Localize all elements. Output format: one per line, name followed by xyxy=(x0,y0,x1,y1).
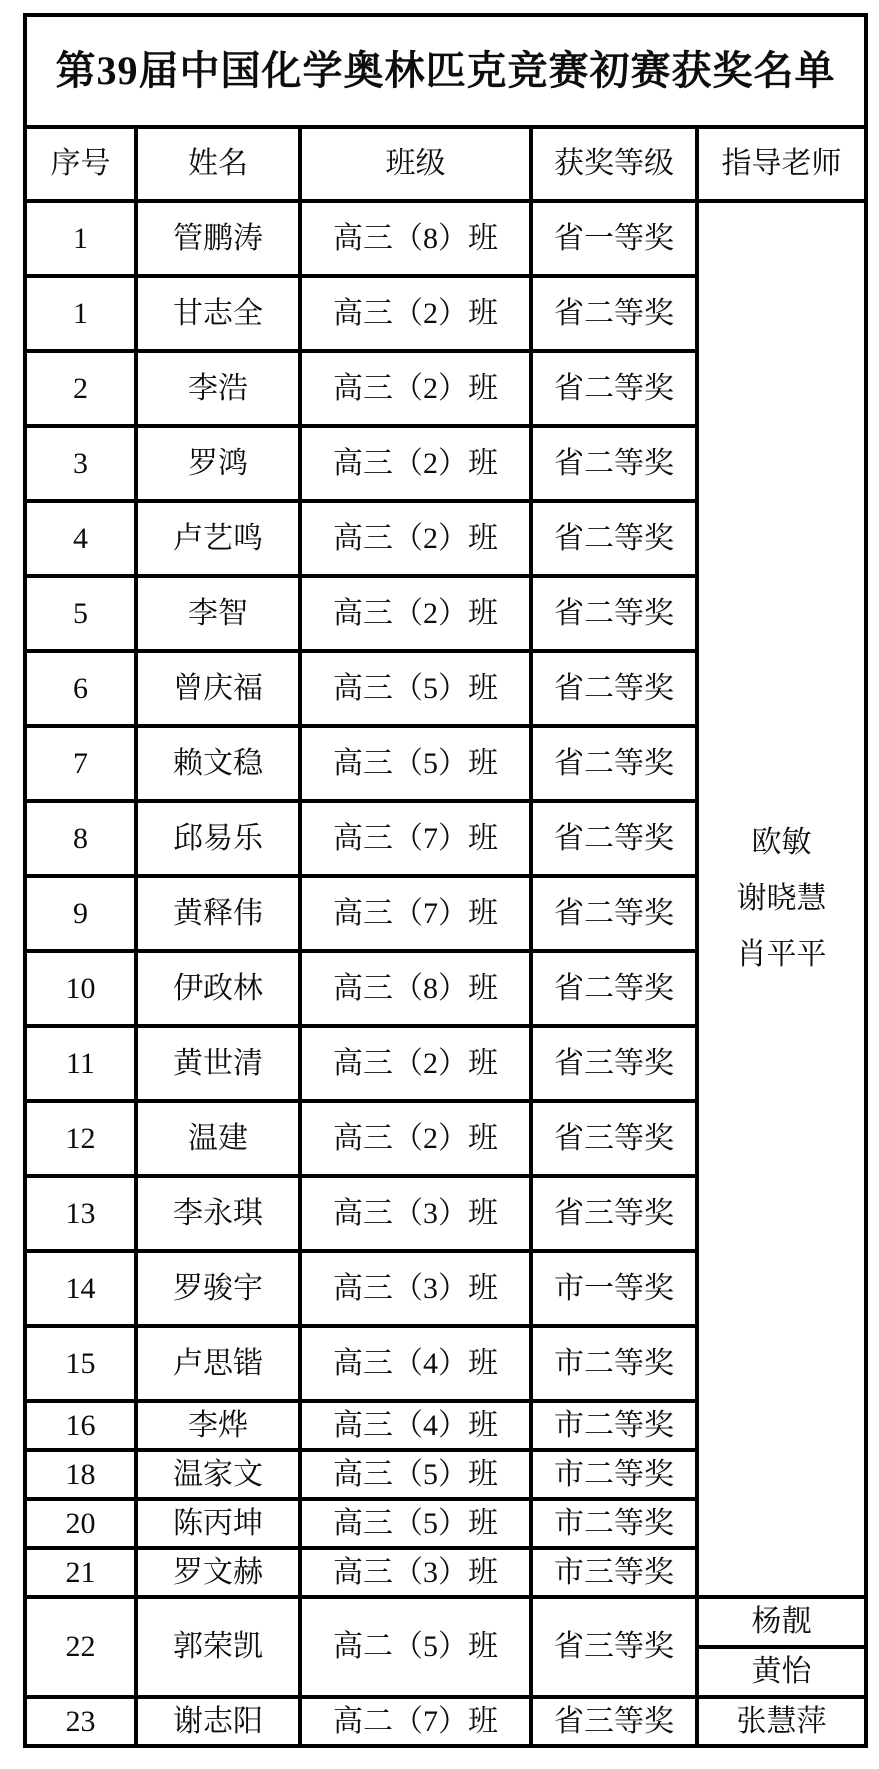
row-no-cell: 13 xyxy=(25,1176,136,1251)
row-class-cell: 高三（5）班 xyxy=(300,1499,531,1548)
row-no-cell: 16 xyxy=(25,1401,136,1450)
row-name-cell: 黄释伟 xyxy=(136,876,300,951)
row-class-cell: 高三（5）班 xyxy=(300,726,531,801)
row-no-cell: 14 xyxy=(25,1251,136,1326)
row-class-cell: 高三（2）班 xyxy=(300,501,531,576)
row-name-cell: 谢志阳 xyxy=(136,1697,300,1746)
row-no-cell: 9 xyxy=(25,876,136,951)
row-no-cell: 7 xyxy=(25,726,136,801)
row-class-cell: 高三（2）班 xyxy=(300,1026,531,1101)
table-row xyxy=(25,1697,866,1746)
row-no-cell: 2 xyxy=(25,351,136,426)
row-no-cell: 6 xyxy=(25,651,136,726)
header-cell-award: 获奖等级 xyxy=(531,127,697,201)
row-award-cell: 省二等奖 xyxy=(531,276,697,351)
row-class-cell: 高三（2）班 xyxy=(300,1101,531,1176)
row-no-cell: 8 xyxy=(25,801,136,876)
row-award-cell: 省二等奖 xyxy=(531,426,697,501)
award-table-body xyxy=(25,15,866,1746)
row-name-cell: 罗骏宇 xyxy=(136,1251,300,1326)
row-class-cell: 高三（8）班 xyxy=(300,201,531,276)
row-award-cell: 省三等奖 xyxy=(531,1697,697,1746)
row-no-cell: 1 xyxy=(25,276,136,351)
row-no-cell: 4 xyxy=(25,501,136,576)
row-class-cell: 高三（8）班 xyxy=(300,951,531,1026)
row-award-cell: 省三等奖 xyxy=(531,1101,697,1176)
row-name-cell: 李烨 xyxy=(136,1401,300,1450)
row-class-cell: 高三（2）班 xyxy=(300,276,531,351)
row-award-cell: 市二等奖 xyxy=(531,1450,697,1499)
row-class-cell: 高二（7）班 xyxy=(300,1697,531,1746)
row-award-cell: 省三等奖 xyxy=(531,1026,697,1101)
row-name-cell: 郭荣凯 xyxy=(136,1597,300,1697)
row-name-cell: 卢艺鸣 xyxy=(136,501,300,576)
row-no-cell: 23 xyxy=(25,1697,136,1746)
row-class-cell: 高三（4）班 xyxy=(300,1326,531,1401)
teacher-name: 欧敏 xyxy=(751,826,812,859)
row-award-cell: 省二等奖 xyxy=(531,501,697,576)
row-no-cell: 20 xyxy=(25,1499,136,1548)
row-award-cell: 省三等奖 xyxy=(531,1176,697,1251)
teacher-name: 谢晓慧 xyxy=(736,882,827,915)
header-row xyxy=(25,127,866,201)
row-no-cell: 5 xyxy=(25,576,136,651)
row-award-cell: 省二等奖 xyxy=(531,651,697,726)
row-no-cell: 1 xyxy=(25,201,136,276)
teacher-name: 肖平平 xyxy=(736,938,827,971)
row-no-cell: 10 xyxy=(25,951,136,1026)
row-name-cell: 伊政林 xyxy=(136,951,300,1026)
row-award-cell: 省二等奖 xyxy=(531,576,697,651)
row-no-cell: 22 xyxy=(25,1597,136,1697)
page-title: 第39届中国化学奥林匹克竞赛初赛获奖名单 xyxy=(25,15,866,127)
row-no-cell: 11 xyxy=(25,1026,136,1101)
row-class-cell: 高三（7）班 xyxy=(300,801,531,876)
row-award-cell: 省二等奖 xyxy=(531,876,697,951)
teacher-cell: 张慧萍 xyxy=(697,1697,866,1746)
table-row xyxy=(25,1597,866,1647)
row-name-cell: 邱易乐 xyxy=(136,801,300,876)
row-class-cell: 高三（2）班 xyxy=(300,576,531,651)
row-class-cell: 高三（2）班 xyxy=(300,426,531,501)
header-cell-class: 班级 xyxy=(300,127,531,201)
row-award-cell: 市三等奖 xyxy=(531,1548,697,1597)
row-award-cell: 省三等奖 xyxy=(531,1597,697,1697)
teacher-cell: 黄怡 xyxy=(697,1647,866,1697)
row-award-cell: 省一等奖 xyxy=(531,201,697,276)
row-award-cell: 省二等奖 xyxy=(531,351,697,426)
row-class-cell: 高三（3）班 xyxy=(300,1176,531,1251)
row-name-cell: 罗鸿 xyxy=(136,426,300,501)
row-class-cell: 高二（5）班 xyxy=(300,1597,531,1697)
row-no-cell: 12 xyxy=(25,1101,136,1176)
header-cell-no: 序号 xyxy=(25,127,136,201)
row-class-cell: 高三（4）班 xyxy=(300,1401,531,1450)
row-class-cell: 高三（3）班 xyxy=(300,1251,531,1326)
row-name-cell: 李浩 xyxy=(136,351,300,426)
row-no-cell: 3 xyxy=(25,426,136,501)
row-no-cell: 21 xyxy=(25,1548,136,1597)
teacher-cell: 杨靓 xyxy=(697,1597,866,1647)
title-row xyxy=(25,15,866,127)
row-award-cell: 市二等奖 xyxy=(531,1401,697,1450)
row-name-cell: 陈丙坤 xyxy=(136,1499,300,1548)
row-no-cell: 18 xyxy=(25,1450,136,1499)
row-name-cell: 卢思锴 xyxy=(136,1326,300,1401)
row-class-cell: 高三（7）班 xyxy=(300,876,531,951)
row-award-cell: 市二等奖 xyxy=(531,1499,697,1548)
row-name-cell: 罗文赫 xyxy=(136,1548,300,1597)
row-award-cell: 省二等奖 xyxy=(531,951,697,1026)
row-class-cell: 高三（2）班 xyxy=(300,351,531,426)
row-name-cell: 黄世清 xyxy=(136,1026,300,1101)
row-award-cell: 省二等奖 xyxy=(531,801,697,876)
row-award-cell: 市一等奖 xyxy=(531,1251,697,1326)
award-table xyxy=(23,13,868,1748)
row-award-cell: 省二等奖 xyxy=(531,726,697,801)
row-name-cell: 赖文稳 xyxy=(136,726,300,801)
header-cell-name: 姓名 xyxy=(136,127,300,201)
row-no-cell: 15 xyxy=(25,1326,136,1401)
row-class-cell: 高三（3）班 xyxy=(300,1548,531,1597)
row-name-cell: 甘志全 xyxy=(136,276,300,351)
row-award-cell: 市二等奖 xyxy=(531,1326,697,1401)
row-name-cell: 管鹏涛 xyxy=(136,201,300,276)
header-cell-teacher: 指导老师 xyxy=(697,127,866,201)
table-row xyxy=(25,201,866,276)
row-name-cell: 曾庆福 xyxy=(136,651,300,726)
row-class-cell: 高三（5）班 xyxy=(300,1450,531,1499)
row-name-cell: 李智 xyxy=(136,576,300,651)
row-name-cell: 李永琪 xyxy=(136,1176,300,1251)
row-class-cell: 高三（5）班 xyxy=(300,651,531,726)
merged-teacher-cell xyxy=(697,201,866,1597)
row-name-cell: 温家文 xyxy=(136,1450,300,1499)
row-name-cell: 温建 xyxy=(136,1101,300,1176)
